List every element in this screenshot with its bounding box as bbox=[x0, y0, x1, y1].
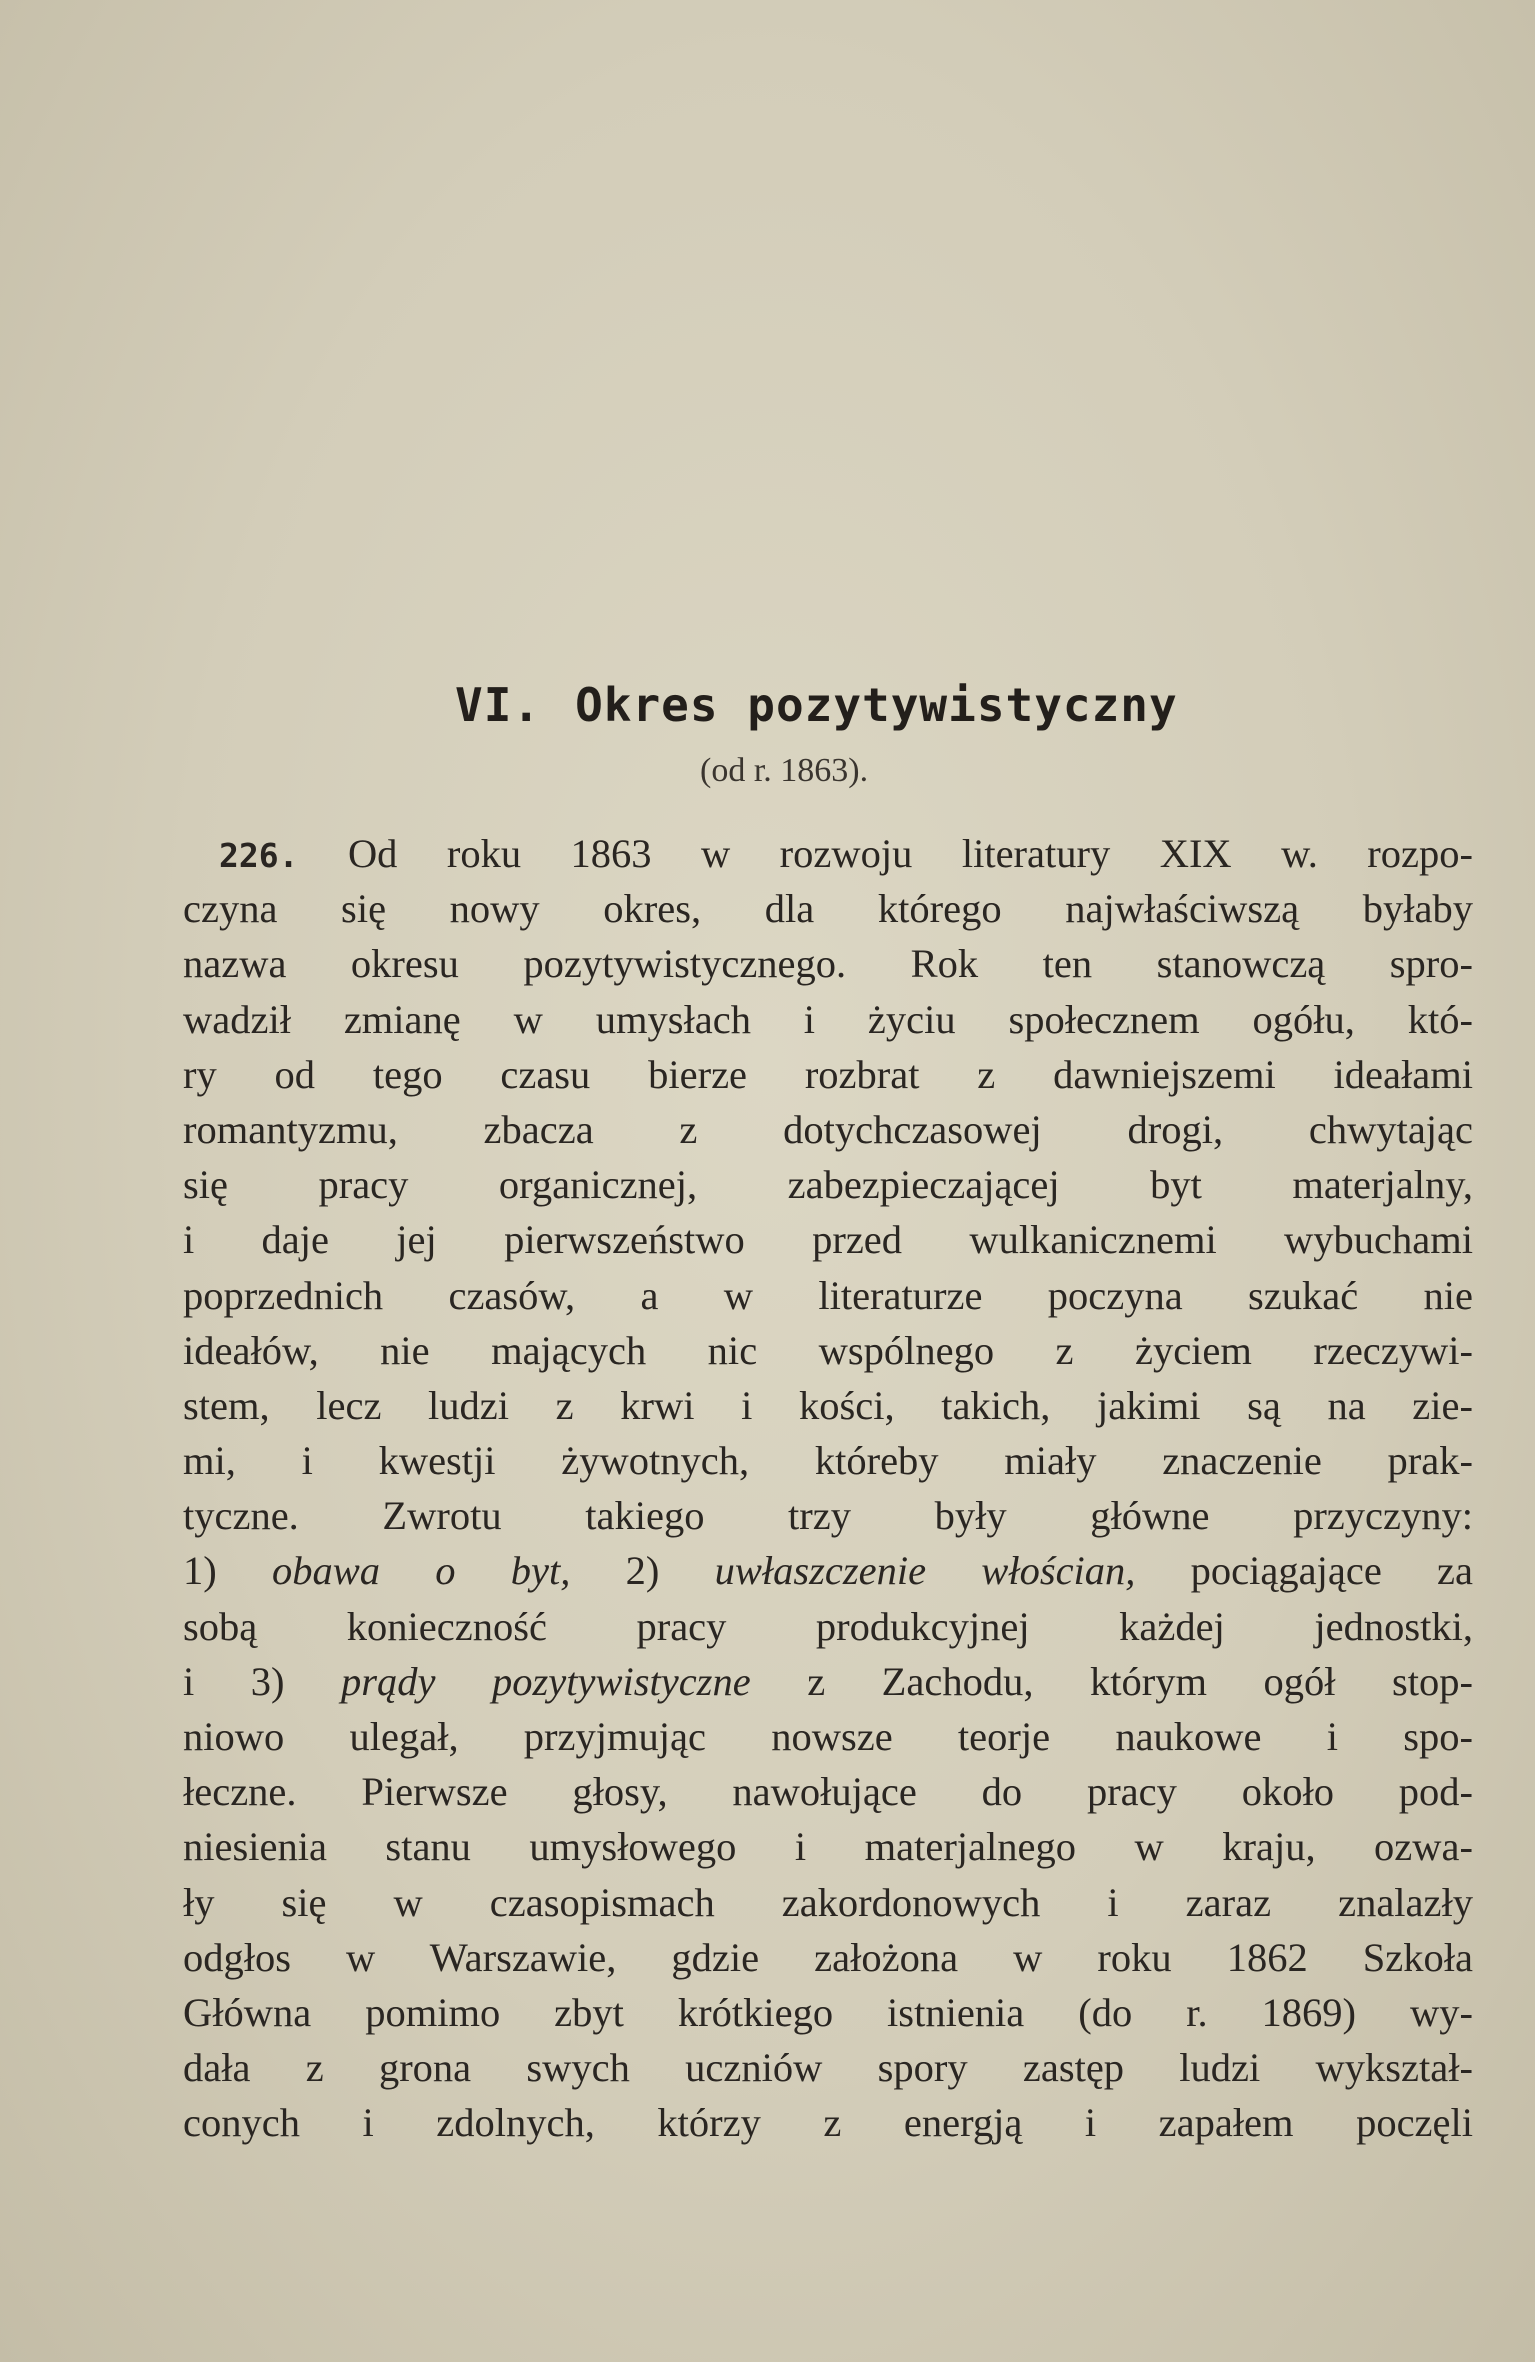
text-line-17: niowo ulegał, przyjmując nowsze teorje naukowe i spo- bbox=[183, 1714, 1473, 1759]
italic-cause-3: prądy pozytywistyczne bbox=[341, 1658, 751, 1704]
text-line-9: poprzednich czasów, a w literaturze poczyna szukać nie bbox=[183, 1272, 1473, 1318]
chapter-subtitle: (od r. 1863). bbox=[700, 752, 869, 789]
text-line-13: tyczne. Zwrotu takiego trzy były główne przyczyny: bbox=[183, 1493, 1473, 1539]
text-line-19: niesienia stanu umysłowego i materjalnego w kraju, ozwa- bbox=[183, 1824, 1473, 1870]
paragraph-number: 226. bbox=[219, 836, 299, 875]
text-line-8: i daje jej pierwszeństwo przed wulkanicznemi wybuchami bbox=[183, 1217, 1473, 1263]
text-line-21: odgłos w Warszawie, gdzie założona w roku 1862 Szkoła bbox=[183, 1934, 1473, 1980]
chapter-name: Okres pozytywistyczny bbox=[575, 678, 1178, 732]
text-line-11: stem, lecz ludzi z krwi i kości, takich, jakimi są na zie- bbox=[183, 1382, 1473, 1428]
text-line-3: nazwa okresu pozytywistycznego. Rok ten stanowczą spro- bbox=[183, 941, 1473, 987]
chapter-number: VI. bbox=[455, 678, 542, 732]
text-line-20: ły się w czasopismach zakordonowych i zaraz znalazły bbox=[183, 1879, 1473, 1925]
text-line-14: 1) obawa o byt, 2) uwłaszczenie włościan, pociągające za bbox=[183, 1548, 1473, 1594]
text-line-7: się pracy organicznej, zabezpieczającej byt materjalny, bbox=[183, 1162, 1473, 1208]
text-line-6: romantyzmu, zbacza z dotychczasowej drogi, chwytając bbox=[183, 1106, 1473, 1152]
text-line-5: ry od tego czasu bierze rozbrat z dawniejszemi ideałami bbox=[183, 1051, 1473, 1097]
text-line-24: conych i zdolnych, którzy z energją i zapałem poczęli bbox=[183, 2100, 1473, 2146]
text-line-1: 226. Od roku 1863 w rozwoju literatury XIX w. rozpo- bbox=[219, 831, 1473, 876]
text-line-18: łeczne. Pierwsze głosy, nawołujące do pracy około pod- bbox=[183, 1769, 1473, 1815]
italic-cause-2: uwłaszczenie włościan, bbox=[714, 1548, 1136, 1594]
text-line-15: sobą konieczność pracy produkcyjnej każdej jednostki, bbox=[183, 1603, 1473, 1649]
text-line-4: wadził zmianę w umysłach i życiu społecznem ogółu, któ- bbox=[183, 996, 1473, 1042]
text-line-22: Główna pomimo zbyt krótkiego istnienia (do r. 1869) wy- bbox=[183, 1989, 1473, 2035]
chapter-title bbox=[455, 678, 1215, 732]
text-line-2: czyna się nowy okres, dla którego najwłaściwszą byłaby bbox=[183, 886, 1473, 932]
text-line-23: dała z grona swych uczniów spory zastęp ludzi wykształ- bbox=[183, 2045, 1473, 2091]
text-line-10: ideałów, nie mających nic wspólnego z życiem rzeczywi- bbox=[183, 1327, 1473, 1373]
text-line-12: mi, i kwestji żywotnych, któreby miały znaczenie prak- bbox=[183, 1438, 1473, 1484]
text-line-16: i 3) prądy pozytywistyczne z Zachodu, którym ogół stop- bbox=[183, 1658, 1473, 1704]
italic-cause-1: obawa o byt, bbox=[271, 1548, 571, 1594]
paragraph-226 bbox=[183, 826, 1473, 2151]
